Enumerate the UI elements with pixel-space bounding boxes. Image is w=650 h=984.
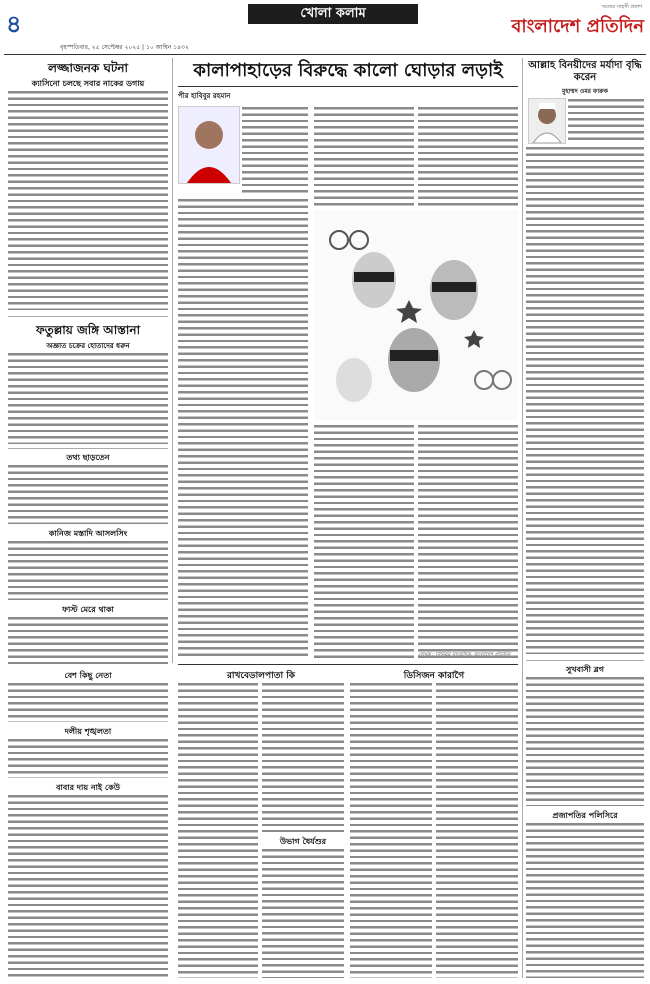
main-author-byline: পীর হাবিবুর রহমান — [178, 92, 231, 100]
left-brief-6-body — [8, 794, 168, 978]
right-brief-2-body — [526, 822, 644, 978]
left-brief-3-title: ফাস্ট মেরে থাকা — [62, 605, 114, 614]
bottom-divider — [178, 664, 518, 665]
left-subhead-2: অজ্ঞাত চক্রের হোতাদের ধরুন — [46, 342, 130, 350]
page-header — [0, 0, 650, 54]
bottom-headline-1: রাখবেডালপাতা কি — [226, 671, 296, 681]
left-brief-2-body — [8, 540, 168, 600]
left-divider-2 — [8, 448, 168, 449]
left-brief-4-title: বেশ কিছু নেতা — [64, 671, 112, 680]
brand-logo: বাংলাদেশ প্রতিদিন — [511, 16, 644, 37]
main-body-col-1b — [178, 198, 308, 658]
main-illustration — [314, 210, 518, 420]
left-brief-4-body — [8, 682, 168, 722]
right-author-byline: মুহাম্মদ ওমর ফারুক — [562, 88, 608, 95]
left-divider-1 — [8, 316, 168, 317]
right-article-body-b — [526, 146, 644, 654]
right-brief-2-title: প্রজাপতির পলিসিরে — [552, 811, 618, 820]
brand-tagline: সত্যের সাহসী প্রকাশ — [601, 4, 642, 10]
main-headline-rule — [178, 86, 518, 87]
main-footnote: লেখক : সিনিয়র সাংবাদিক, বাংলাদেশ প্রতিদিন — [418, 652, 511, 658]
page-number: ৪ — [6, 10, 22, 38]
masked-figures-illustration-icon — [314, 210, 518, 420]
column-divider-left — [172, 58, 173, 663]
header-rule — [4, 54, 646, 55]
left-brief-1-body — [8, 464, 168, 524]
main-headline: কালাপাহাড়ের বিরুদ্ধে কালো ঘোড়ার লড়াই — [193, 60, 503, 81]
left-article-2-body — [8, 352, 168, 444]
left-kicker-1: লজ্জাজনক ঘটনা — [47, 61, 129, 75]
left-brief-1-title: তথ্য ছাড়তেন — [66, 453, 110, 462]
right-brief-1-title: সুখবাসী ব্লগ — [566, 665, 604, 674]
main-body-col-2a — [314, 106, 414, 206]
left-brief-6-title: বাবার দায় নাই কেউ — [56, 783, 120, 792]
bottom-headline-2: ডিসিজন কারাগৈ — [403, 671, 465, 681]
section-title: খোলা কলাম — [248, 4, 418, 24]
left-kicker-2: ফতুল্লায় জঙ্গি আস্তানা — [35, 323, 141, 337]
left-article-1-body — [8, 90, 168, 310]
bottom-body-5 — [436, 682, 518, 978]
bottom-body-3 — [262, 848, 344, 978]
bottom-body-4 — [350, 682, 432, 978]
bottom-body-1 — [178, 682, 258, 978]
right-headline: আল্লাহ বিনয়ীদের মর্যাদা বৃদ্ধি করেন — [528, 60, 642, 83]
main-body-col-2b — [314, 424, 414, 658]
author-portrait-icon — [179, 107, 239, 183]
main-body-col-3a — [418, 106, 518, 206]
bottom-headline-3: উভাগ ধৈর্যশুর — [279, 837, 327, 846]
main-body-col-1 — [242, 106, 308, 196]
left-brief-2-title: কানিজ মস্তাদি আসলসিং — [48, 529, 128, 538]
right-brief-1-body — [526, 676, 644, 806]
right-author-portrait-icon — [529, 99, 565, 143]
column-divider-right — [522, 58, 523, 978]
main-body-col-3b — [418, 424, 518, 658]
right-article-body-a — [568, 98, 644, 142]
left-brief-5-body — [8, 738, 168, 778]
dateline: বৃহস্পতিবার, ২৫ সেপ্টেম্বর ২০২৫ | ১০ আশ্বিন ১৪৩২ — [60, 44, 189, 51]
bottom-body-2 — [262, 682, 344, 832]
author-photo — [178, 106, 240, 184]
right-divider-1 — [526, 660, 644, 661]
left-brief-3-body — [8, 616, 168, 666]
left-subhead-1: ক্যাসিনো চলছে সবার নাকের ডগায় — [31, 79, 145, 88]
right-author-photo — [528, 98, 566, 144]
left-brief-5-title: দলীয় শৃঙ্খলতা — [64, 727, 112, 736]
